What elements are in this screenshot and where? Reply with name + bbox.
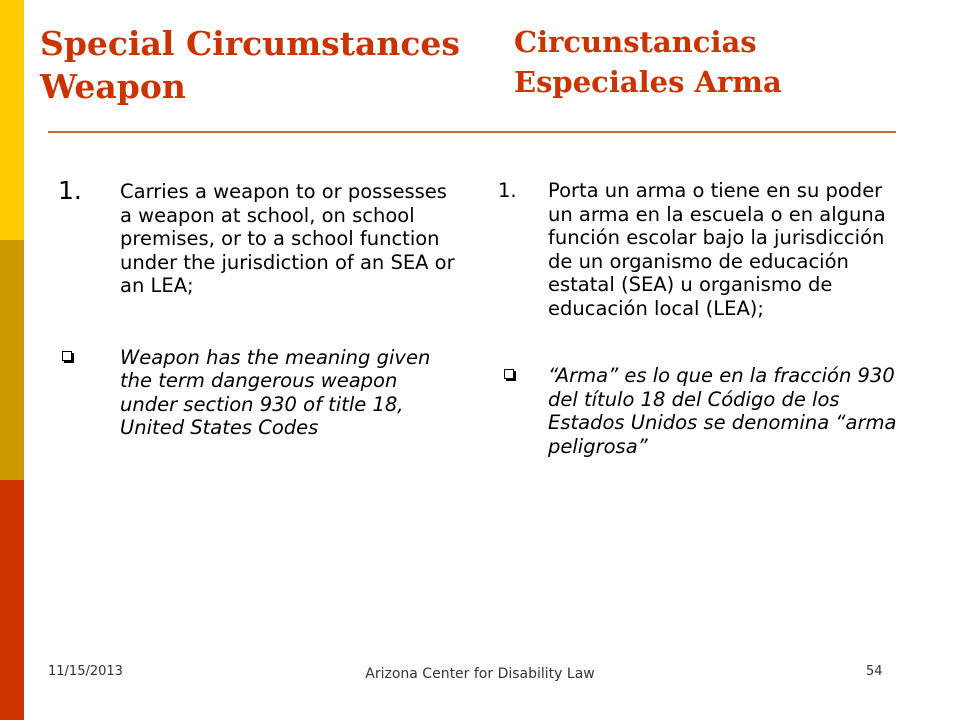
title-english: Special Circumstances Weapon — [40, 24, 460, 106]
bullet-text: Weapon has the meaning given the term dangerous weapon under section 930 of title 18, United States Codes — [120, 345, 431, 439]
accent-bar-yellow — [0, 0, 24, 240]
item-text: Carries a weapon to or possesses a weapon at school, on school premises, or to a school function under the jurisdiction of an SEA or an LEA; — [120, 180, 455, 297]
accent-bar-red — [0, 480, 24, 720]
list-item — [498, 179, 908, 320]
footer-date: 11/15/2013 — [48, 664, 123, 679]
item-text: Porta un arma o tiene en su poder un arma en la escuela o en alguna función escolar bajo la jurisdicción de un organismo de educación estatal (SEA) u organismo de educación local (LEA); — [548, 179, 886, 320]
title-divider — [48, 131, 896, 133]
spanish-column — [498, 179, 908, 458]
footer-organization: Arizona Center for Disability Law — [365, 666, 595, 682]
item-number: 1. — [498, 179, 517, 202]
title-spanish: Circunstancias Especiales Arma — [514, 25, 782, 99]
list-item — [58, 176, 458, 298]
bullet-item — [498, 364, 908, 458]
hollow-square-bullet-icon — [504, 369, 514, 379]
english-column — [58, 176, 458, 440]
item-number: 1. — [58, 176, 82, 205]
accent-bar-gold — [0, 240, 24, 480]
bullet-item — [58, 346, 458, 440]
bullet-text: “Arma” es lo que en la fracción 930 del título 18 del Código de los Estados Unidos se denomina “arma peligrosa” — [548, 364, 897, 458]
hollow-square-bullet-icon — [62, 351, 72, 361]
footer-page-number: 54 — [866, 664, 883, 679]
